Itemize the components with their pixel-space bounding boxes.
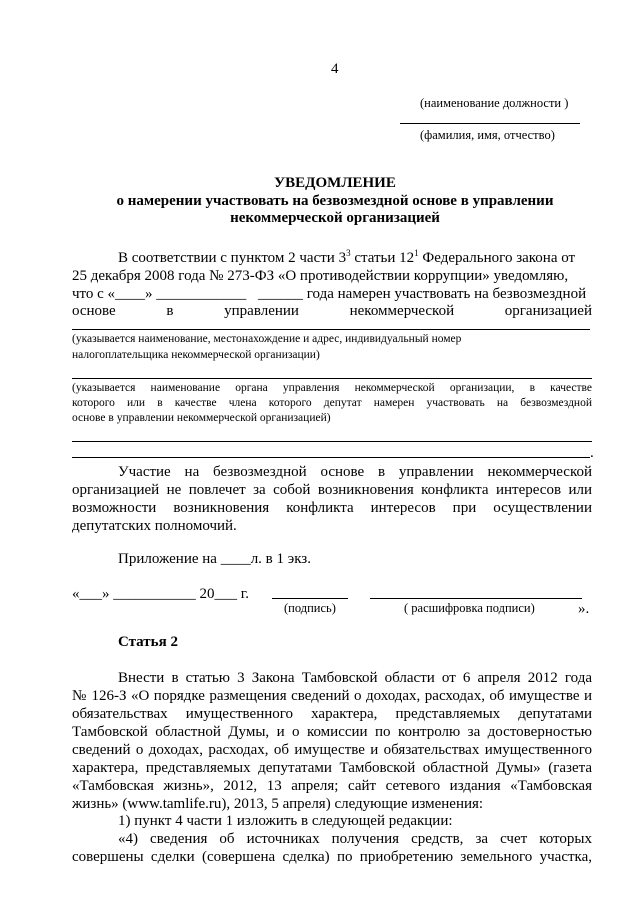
name-caption: (фамилия, имя, отчество) xyxy=(420,128,555,142)
article-line-1: Внести в статью 3 Закона Тамбовской области от 6 апреля 2012 года xyxy=(118,670,592,686)
article-line-2: № 126-З «О порядке размещения сведений о доходах, расходах, об имуществе и xyxy=(72,688,592,704)
article-quote-1: «4) сведения об источниках получения средств, за счет которых xyxy=(118,831,592,847)
signature-caption: (подпись) xyxy=(284,601,336,615)
page-number: 4 xyxy=(331,61,339,77)
body-fill-line xyxy=(72,378,592,379)
article-item-1: 1) пункт 4 части 1 изложить в следующей редакции: xyxy=(118,813,453,829)
article-heading: Статья 2 xyxy=(118,634,178,650)
org-note-1: (указывается наименование, местонахождение и адрес, индивидуальный номер xyxy=(72,333,462,345)
document-subtitle-1: о намерении участвовать на безвозмездной основе в управлении xyxy=(116,193,554,209)
signature-decode-caption: ( расшифровка подписи) xyxy=(404,601,535,615)
blank-line-1 xyxy=(72,441,592,442)
blank-line-2 xyxy=(72,457,590,458)
article-line-7: «Тамбовская жизнь», 2012, 13 апреля; сайт сетевого издания «Тамбовская xyxy=(72,778,592,794)
article-line-8: жизнь» (www.tamlife.ru), 2013, 5 апреля) следующие изменения: xyxy=(72,796,484,812)
signature-closing: ». xyxy=(578,601,590,617)
article-line-3: обязательствах имущественного характера, представляемых депутатами xyxy=(72,706,592,722)
participation-line-3: возможности возникновения конфликта интересов при осуществлении xyxy=(72,500,592,516)
article-line-4: Тамбовской областной Думы, и о комиссии по контролю за достоверностью xyxy=(72,724,592,740)
body-line-4: основе в управлении некоммерческой организацией xyxy=(72,303,592,319)
signature-decode-line xyxy=(370,598,582,599)
body-note-3: основе в управлении некоммерческой организацией) xyxy=(72,412,331,424)
participation-line-2: организацией не повлечет за собой возникновения конфликта интересов или xyxy=(72,482,592,498)
article-line-6: характера, представляемых депутатами Тамбовской областной Думы» (газета xyxy=(72,760,592,776)
position-caption: (наименование должности ) xyxy=(420,96,569,110)
article-line-5: сведений о доходах, расходах, об имуществе и обязательствах имущественного xyxy=(72,742,592,758)
signature-date: «___» ___________ 20___ г. xyxy=(72,586,249,602)
participation-line-1: Участие на безвозмездной основе в управлении некоммерческой xyxy=(118,464,592,480)
document-subtitle-2: некоммерческой организацией xyxy=(230,210,440,226)
org-note-2: налогоплательщика некоммерческой организации) xyxy=(72,349,320,361)
org-fill-line xyxy=(72,329,590,330)
body-note-1: (указывается наименование органа управления некоммерческой организации, в качестве xyxy=(72,382,592,394)
body-note-2: которого или в качестве члена которого депутат намерен участвовать на безвозмездной xyxy=(72,397,592,409)
blank-line-period: . xyxy=(590,445,594,461)
appendix-line: Приложение на ____л. в 1 экз. xyxy=(118,551,311,567)
article-quote-2: совершены сделки (совершена сделка) по приобретению земельного участка, xyxy=(72,849,592,865)
name-line xyxy=(400,123,580,124)
body-line-3b: ______ года намерен участвовать на безвозмездной xyxy=(258,286,587,302)
body-line-1: В соответствии с пунктом 2 части $3^3$ статьи $12^1$ Федерального закона от xyxy=(118,248,576,266)
body-line-2: 25 декабря 2008 года № 273-ФЗ «О противодействии коррупции» уведомляю, xyxy=(72,268,569,284)
participation-line-4: депутатских полномочий. xyxy=(72,518,237,534)
body-line-3a: что с «____» ____________ xyxy=(72,286,247,302)
signature-line xyxy=(272,598,348,599)
document-title: УВЕДОМЛЕНИЕ xyxy=(274,175,396,191)
